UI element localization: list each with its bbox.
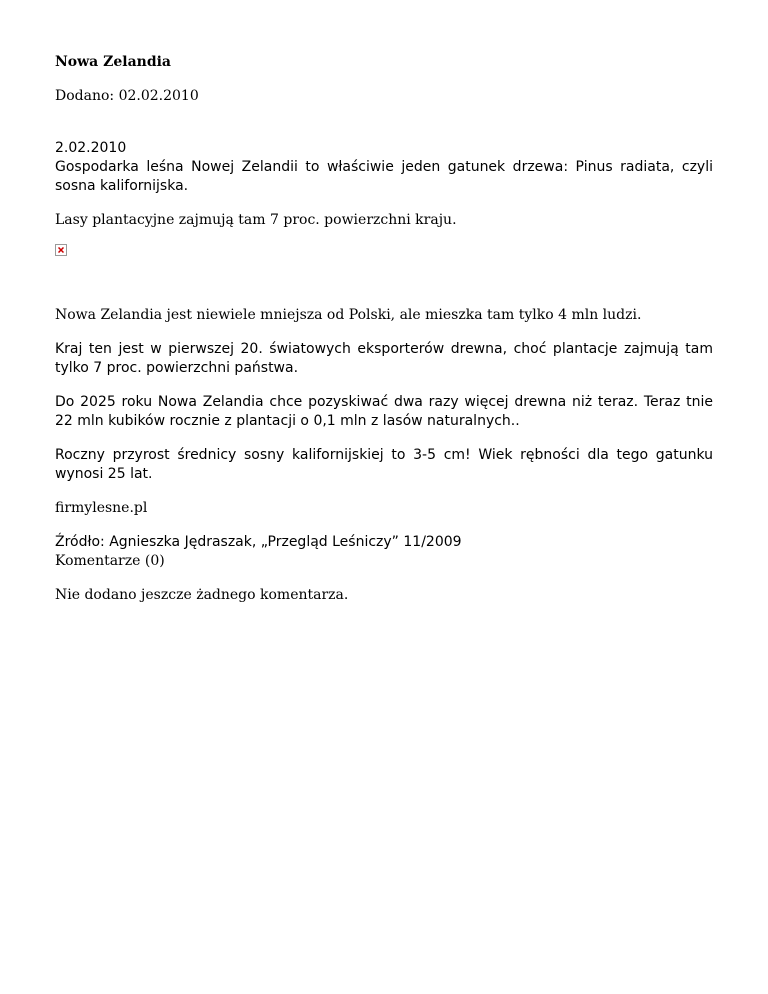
broken-image-icon: [55, 244, 67, 256]
article-title: Nowa Zelandia: [55, 54, 172, 70]
paragraph-2: Lasy plantacyjne zajmują tam 7 proc. powierzchni kraju.: [55, 212, 457, 228]
date-added: Dodano: 02.02.2010: [55, 88, 199, 104]
comments-empty-message: Nie dodano jeszcze żadnego komentarza.: [55, 587, 349, 603]
comments-header: Komentarze (0): [55, 553, 165, 569]
article-date: 2.02.2010: [55, 140, 127, 156]
article-source: Źródło: Agnieszka Jędraszak, „Przegląd Leśniczy” 11/2009: [55, 534, 462, 550]
paragraph-3: Nowa Zelandia jest niewiele mniejsza od Polski, ale mieszka tam tylko 4 mln ludzi.: [55, 307, 642, 323]
paragraph-1: Gospodarka leśna Nowej Zelandii to właściwie jeden gatunek drzewa: Pinus radiata, czyli sosna kalifornijska.: [55, 159, 713, 194]
paragraph-4: Kraj ten jest w pierwszej 20. światowych eksporterów drewna, choć plantacje zajmują tam tylko 7 proc. powierzchni państwa.: [55, 341, 713, 376]
paragraph-5: Do 2025 roku Nowa Zelandia chce pozyskiwać dwa razy więcej drewna niż teraz. Teraz tnie 22 mln kubików rocznie z plantacji o 0,1 mln z lasów naturalnych..: [55, 394, 713, 429]
paragraph-6: Roczny przyrost średnicy sosny kalifornijskiej to 3-5 cm! Wiek rębności dla tego gatunku wynosi 25 lat.: [55, 447, 713, 482]
article-signature: firmylesne.pl: [55, 500, 148, 516]
